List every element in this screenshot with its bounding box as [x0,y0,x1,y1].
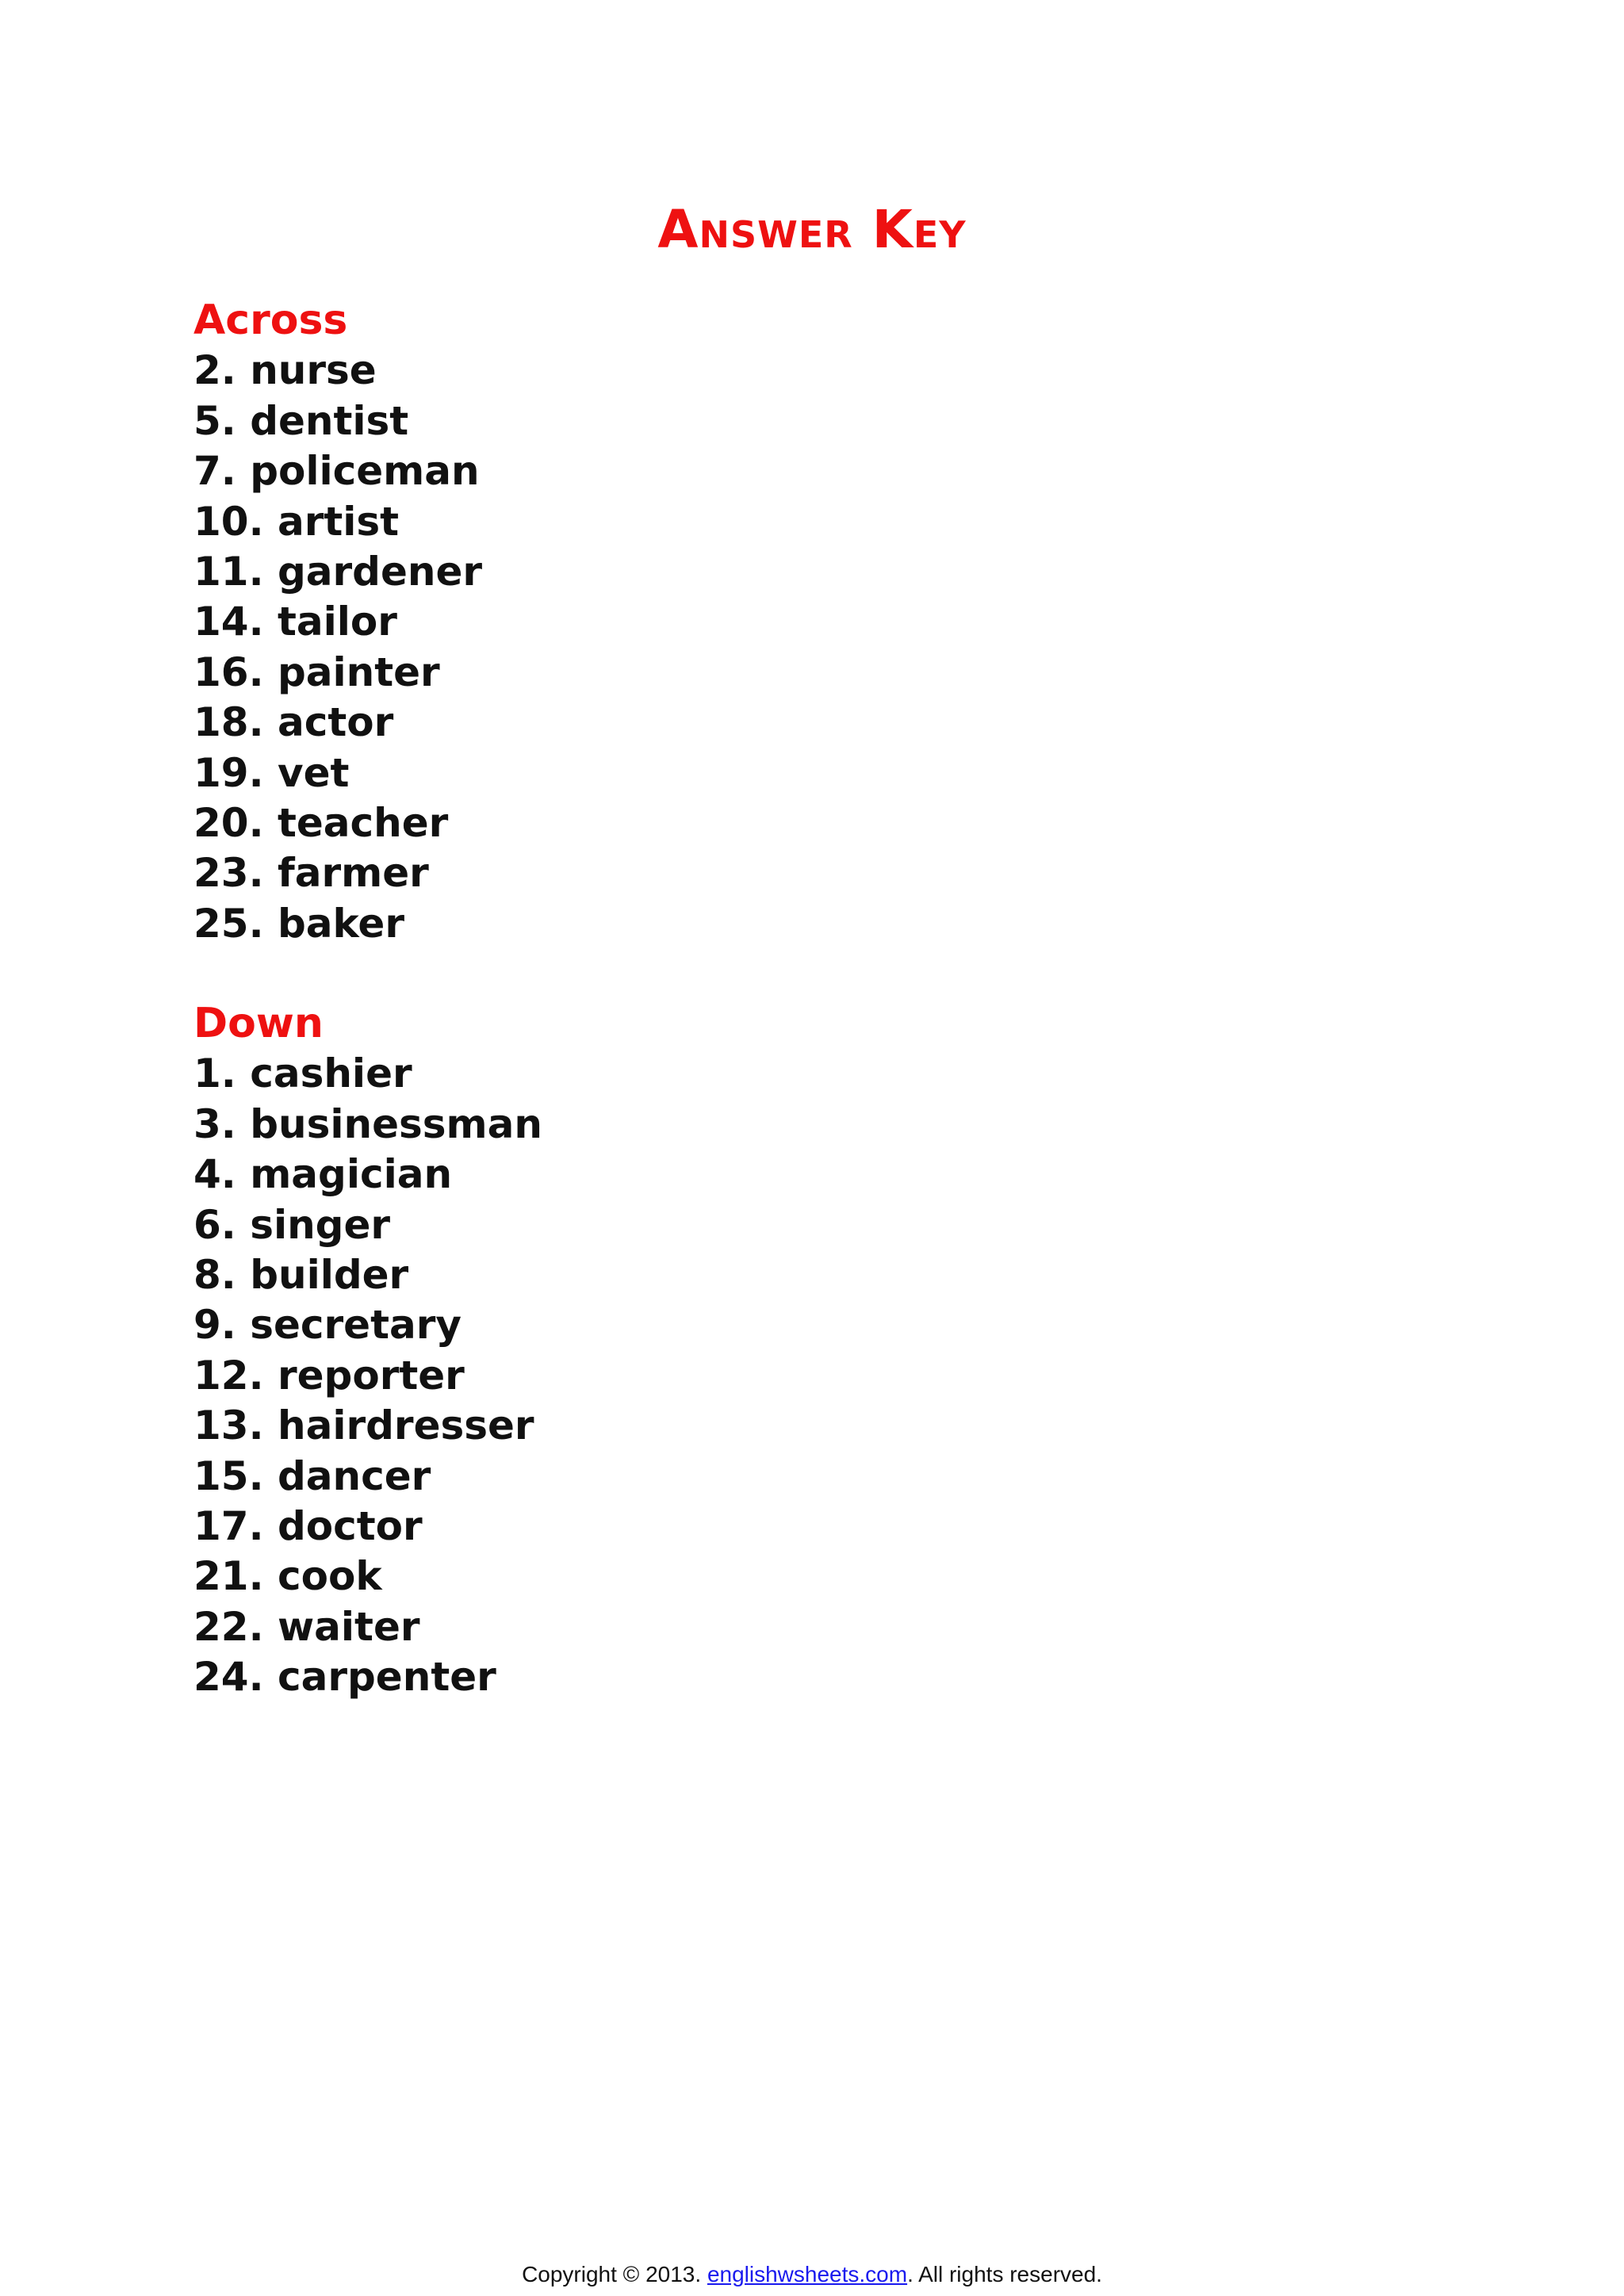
list-item: 14. tailor [193,599,397,645]
list-item: 18. actor [193,699,394,746]
list-item: 16. painter [193,649,440,695]
copyright-suffix: . All rights reserved. [907,2262,1102,2286]
across-section [193,296,907,949]
list-item: 24. carpenter [193,1654,496,1701]
list-item: 3. businessman [193,1100,542,1147]
page-title: Answer Key [657,199,967,260]
list-item: 15. dancer [193,1452,431,1499]
list-item: 10. artist [193,498,400,545]
list-item: 6. singer [193,1201,391,1248]
list-item: 9. secretary [193,1302,462,1349]
site-link[interactable]: englishwsheets.com [707,2262,908,2286]
copyright-footer [0,2261,1624,2288]
down-heading: Down [193,1000,324,1047]
list-item: 20. teacher [193,799,449,846]
list-item: 19. vet [193,749,350,796]
list-item: 2. nurse [193,347,377,394]
list-item: 5. dentist [193,397,409,444]
list-item: 21. cook [193,1553,382,1600]
list-item: 12. reporter [193,1352,465,1399]
down-section [193,999,907,1702]
list-item: 22. waiter [193,1603,420,1650]
list-item: 25. baker [193,900,404,947]
list-item: 4. magician [193,1151,453,1198]
list-item: 7. policeman [193,448,480,495]
list-item: 1. cashier [193,1050,412,1097]
across-heading: Across [193,297,348,344]
list-item: 17. doctor [193,1502,423,1549]
list-item: 13. hairdresser [193,1402,534,1449]
list-item: 11. gardener [193,548,483,595]
copyright-prefix: Copyright © 2013. [522,2262,707,2286]
list-item: 23. farmer [193,850,429,897]
list-item: 8. builder [193,1251,409,1298]
